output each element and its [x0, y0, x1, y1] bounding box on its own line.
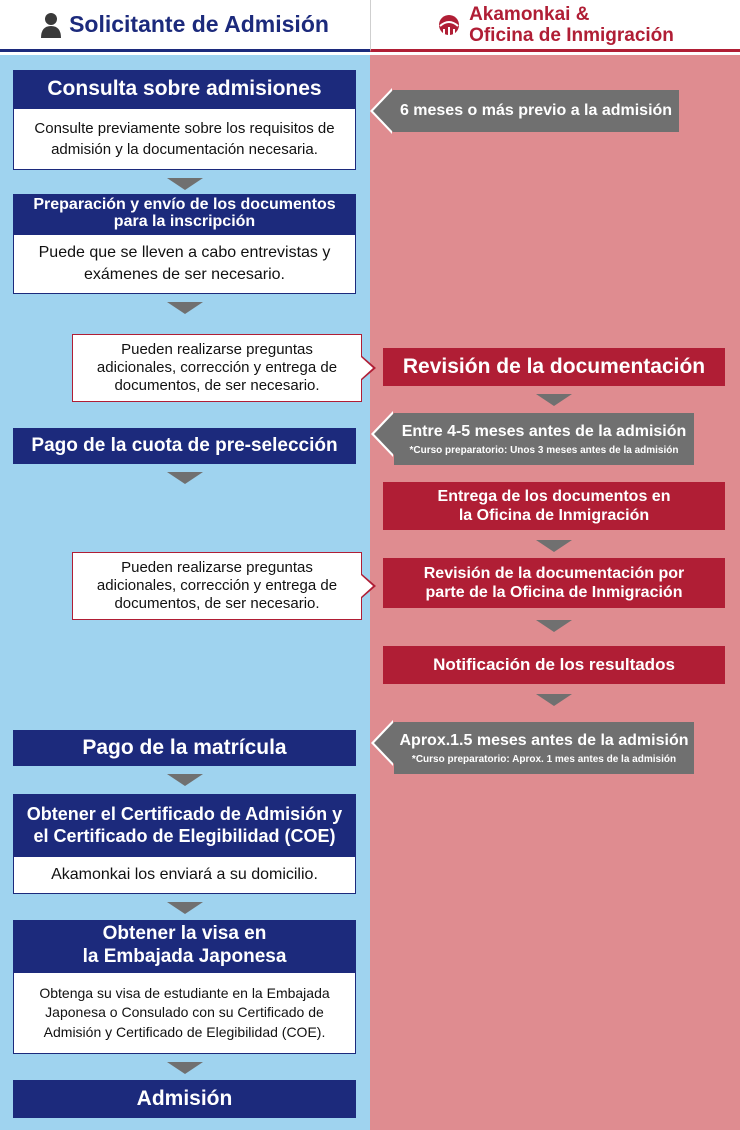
office-revision-inmigracion: Revisión de la documentación por parte de la Oficina de Inmigración: [383, 558, 725, 608]
timing-pointer-1: [373, 90, 393, 132]
office-revision-documentacion: Revisión de la documentación: [383, 348, 725, 386]
timing-1-5-meses: Aprox.1.5 meses antes de la admisión *Curso preparatorio: Aprox. 1 mes antes de la admisión: [394, 722, 694, 774]
step-certificados-description: Akamonkai los enviará a su domicilio.: [13, 856, 356, 894]
timing-4-5-meses: Entre 4-5 meses antes de la admisión *Curso preparatorio: Unos 3 meses antes de la admisión: [394, 413, 694, 465]
flow-arrow-2: [167, 302, 203, 314]
step-pago-matricula-title: Pago de la matrícula: [13, 730, 356, 766]
step-preparacion-description: Puede que se lleven a cabo entrevistas y exámenes de ser necesario.: [13, 234, 356, 294]
step-consulta-title: Consulta sobre admisiones: [13, 70, 356, 108]
flow-arrow-office-2: [536, 540, 572, 552]
flow-arrow-6: [167, 1062, 203, 1074]
flow-arrow-office-3: [536, 620, 572, 632]
applicant-header: [0, 0, 370, 52]
step-admision-title: Admisión: [13, 1080, 356, 1118]
timing-pointer-3: [374, 722, 394, 764]
flow-arrow-1: [167, 178, 203, 190]
step-certificados-title: Obtener el Certificado de Admisión y el Certificado de Elegibilidad (COE): [13, 794, 356, 856]
timing-6-meses: 6 meses o más previo a la admisión: [393, 90, 679, 132]
applicant-header-title: Solicitante de Admisión: [69, 11, 329, 37]
step-consulta-description: Consulte previamente sobre los requisitos de admisión y la documentación necesaria.: [13, 108, 356, 170]
step-visa-description: Obtenga su visa de estudiante en la Embajada Japonesa o Consulado con su Certificado de Admisión y Certificado de Elegibilidad (COE).: [13, 972, 356, 1054]
person-icon: [41, 12, 61, 38]
flow-arrow-5: [167, 902, 203, 914]
step-pago-preseleccion-title: Pago de la cuota de pre-selección: [13, 428, 356, 464]
timing-pointer-2: [374, 413, 394, 455]
step-visa-title: Obtener la visa en la Embajada Japonesa: [13, 920, 356, 972]
office-header-title: [469, 4, 674, 46]
step-preparacion-title: Preparación y envío de los documentos para la inscripción: [13, 194, 356, 234]
office-header-line1: Akamonkai &: [469, 3, 590, 25]
office-header-line2: Oficina de Inmigración: [469, 24, 674, 46]
flow-arrow-office-4: [536, 694, 572, 706]
flow-arrow-office-1: [536, 394, 572, 406]
flow-arrow-4: [167, 774, 203, 786]
flow-arrow-3: [167, 472, 203, 484]
office-entrega-documentos: Entrega de los documentos en la Oficina de Inmigración: [383, 482, 725, 530]
akamonkai-logo-icon: [437, 13, 461, 37]
office-notificacion-resultados: Notificación de los resultados: [383, 646, 725, 684]
note-additional-requests-1: Pueden realizarse preguntas adicionales, corrección y entrega de documentos, de ser necesario.: [72, 334, 362, 402]
office-header: [370, 0, 740, 52]
note-additional-requests-2: Pueden realizarse preguntas adicionales, corrección y entrega de documentos, de ser necesario.: [72, 552, 362, 620]
